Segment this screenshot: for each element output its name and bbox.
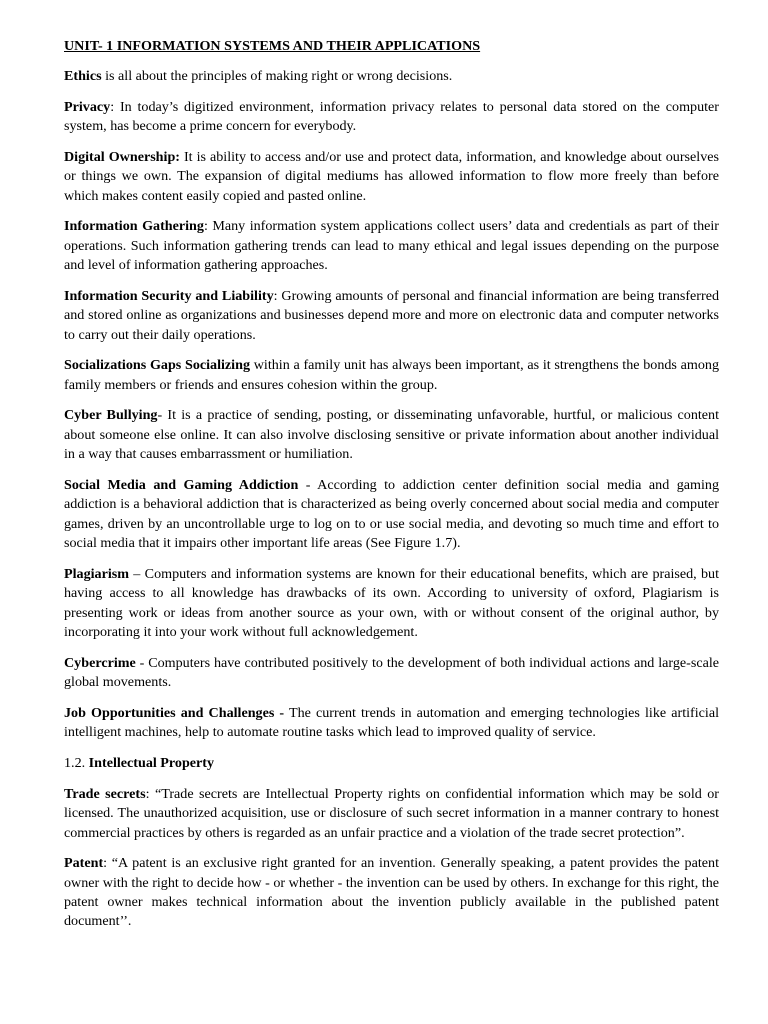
paragraph-text: within a family unit has always been important, as it strengthens the bonds among family members or friends and ensures cohesion within the group. bbox=[64, 357, 719, 393]
paragraph-privacy: Privacy: In today’s digitized environment, information privacy relates to personal data stored on the computer system, has become a prime concern for everybody. bbox=[64, 98, 719, 135]
paragraph-patent: Patent: “A patent is an exclusive right granted for an invention. Generally speaking, a patent provides the patent owner with the right to decide how - or whether - the invention can be used by others. In exchange for this right, the patent owner makes technical information about the invention publicly available in the published patent document’’. bbox=[64, 855, 719, 930]
term-ethics: Ethics bbox=[64, 68, 102, 84]
paragraph-ethics bbox=[64, 67, 719, 86]
term-patent: Patent bbox=[64, 855, 104, 872]
term-cyber-bullying: Cyber Bullying bbox=[64, 407, 158, 424]
section-heading bbox=[64, 754, 719, 773]
term-information-security: Information Security and Liability bbox=[64, 287, 274, 304]
document-page bbox=[64, 37, 719, 943]
section-number: 1.2. bbox=[64, 755, 89, 772]
paragraph-trade-secrets: Trade secrets: “Trade secrets are Intellectual Property rights on confidential information which may be sold or licensed. The unauthorized acquisition, use or disclosure of such secret information in a manner contrary to honest commercial practices by others is regarded as an unfair practice and a violation of the trade secret protection”. bbox=[64, 785, 719, 841]
term-cybercrime: Cybercrime bbox=[64, 654, 136, 671]
paragraph-text: “A patent is an exclusive right granted for an invention. Generally speaking, a patent provides the patent owner with the right to decide how - or whether - the invention can be used by others. In exchange for this right, the patent owner makes technical information about the invention publicly available in the published patent document’’. bbox=[64, 855, 719, 930]
paragraph-text: Growing amounts of personal and financial information are being transferred and stored online as organizations and businesses depend more and more on electronic data and computer networks to carry out their daily operations. bbox=[64, 287, 719, 343]
paragraph-text: Many information system applications collect users’ data and credentials as part of their operations. Such information gathering trends can lead to many ethical and legal issues depending on the purpose and level of information gathering approaches. bbox=[64, 218, 719, 274]
paragraph-text: Computers and information systems are known for their educational benefits, which are praised, but having access to all knowledge has drawbacks of its own. According to university of oxford, Plagiarism is presenting work or ideas from another source as your own, with or without consent of the original author, by incorporating it into your work without full acknowledgement. bbox=[64, 565, 720, 641]
paragraph-text: is all about the principles of making right or wrong decisions. bbox=[105, 68, 453, 84]
paragraph-information-gathering: Information Gathering: Many information system applications collect users’ data and credentials as part of their operations. Such information gathering trends can lead to many ethical and legal issues depending on the purpose and level of information gathering approaches. bbox=[64, 218, 719, 274]
paragraph-cyber-bullying: Cyber Bullying- It is a practice of sending, posting, or disseminating unfavorable, hurtful, or malicious content about someone else online. It can also involve disclosing sensitive or private information about another individual in a way that causes embarrassment or humiliation. bbox=[64, 407, 720, 463]
paragraph-text: “Trade secrets are Intellectual Property rights on confidential information which may be sold or licensed. The unauthorized acquisition, use or disclosure of such secret information in a manner contrary to honest commercial practices by others is regarded as an unfair practice and a violation of the trade secret protection”. bbox=[64, 785, 719, 841]
term-trade-secrets: Trade secrets bbox=[64, 785, 146, 802]
term-information-gathering: Information Gathering bbox=[64, 218, 204, 235]
paragraph-digital-ownership bbox=[64, 148, 719, 206]
paragraph-text: Computers have contributed positively to the development of both individual actions and large-scale global movements. bbox=[64, 654, 719, 691]
paragraph-text: According to addiction center definition social media and gaming addiction is a behavioral addiction that is characterized as being overly concerned about social media and computer games, driven by an uncontrollable urge to log on to or use social media, and devoting so much time and effort to social media that it impairs other important life areas (See Figure 1.7). bbox=[64, 476, 719, 552]
paragraph-information-security: Information Security and Liability: Growing amounts of personal and financial information are being transferred and stored online as organizations and businesses depend more and more on electronic data and computer networks to carry out their daily operations. bbox=[64, 287, 719, 343]
section-title: Intellectual Property bbox=[88, 755, 215, 772]
paragraph-social-media-addiction: Social Media and Gaming Addiction - According to addiction center definition social media and gaming addiction is a behavioral addiction that is characterized as being overly concerned about social media and computer games, driven by an uncontrollable urge to log on to or use social media, and devoting so much time and effort to social media that it impairs other important life areas (See Figure 1.7). bbox=[64, 476, 719, 552]
term-privacy: Privacy bbox=[64, 98, 111, 115]
term-socializations-gaps: Socializations Gaps Socializing bbox=[64, 357, 250, 374]
paragraph-cybercrime: Cybercrime - Computers have contributed positively to the development of both individual actions and large-scale global movements. bbox=[64, 654, 719, 691]
term-plagiarism: Plagiarism bbox=[64, 565, 129, 582]
document-title: UNIT- 1 INFORMATION SYSTEMS AND THEIR APPLICATIONS bbox=[64, 38, 481, 54]
paragraph-text: The current trends in automation and emerging technologies like artificial intelligent machines, help to automate routine tasks which lead to improved quality of service. bbox=[64, 704, 719, 741]
term-social-media-addiction: Social Media and Gaming Addiction bbox=[64, 476, 299, 493]
paragraph-plagiarism: Plagiarism – Computers and information systems are known for their educational benefits, which are praised, but having access to all knowledge has drawbacks of its own. According to university of oxford, Plagiarism is presenting work or ideas from another source as your own, with or without consent of the original author, by incorporating it into your work without full acknowledgement. bbox=[64, 565, 720, 641]
term-digital-ownership: Digital Ownership: bbox=[64, 148, 180, 165]
paragraph-text: In today’s digitized environment, information privacy relates to personal data stored on the computer system, has become a prime concern for everybody. bbox=[64, 98, 719, 135]
paragraph-text: It is ability to access and/or use and protect data, information, and knowledge about ourselves or things we own. The expansion of digital mediums has allowed information to flow more freely than before which makes content easily copied and pasted online. bbox=[64, 148, 719, 204]
paragraph-job-opportunities bbox=[64, 704, 719, 743]
term-job-opportunities: Job Opportunities and Challenges - bbox=[64, 704, 285, 721]
paragraph-socializations-gaps bbox=[64, 356, 719, 395]
paragraph-text: It is a practice of sending, posting, or disseminating unfavorable, hurtful, or malicious content about someone else online. It can also involve disclosing sensitive or private information about another individual in a way that causes embarrassment or humiliation. bbox=[64, 407, 720, 463]
